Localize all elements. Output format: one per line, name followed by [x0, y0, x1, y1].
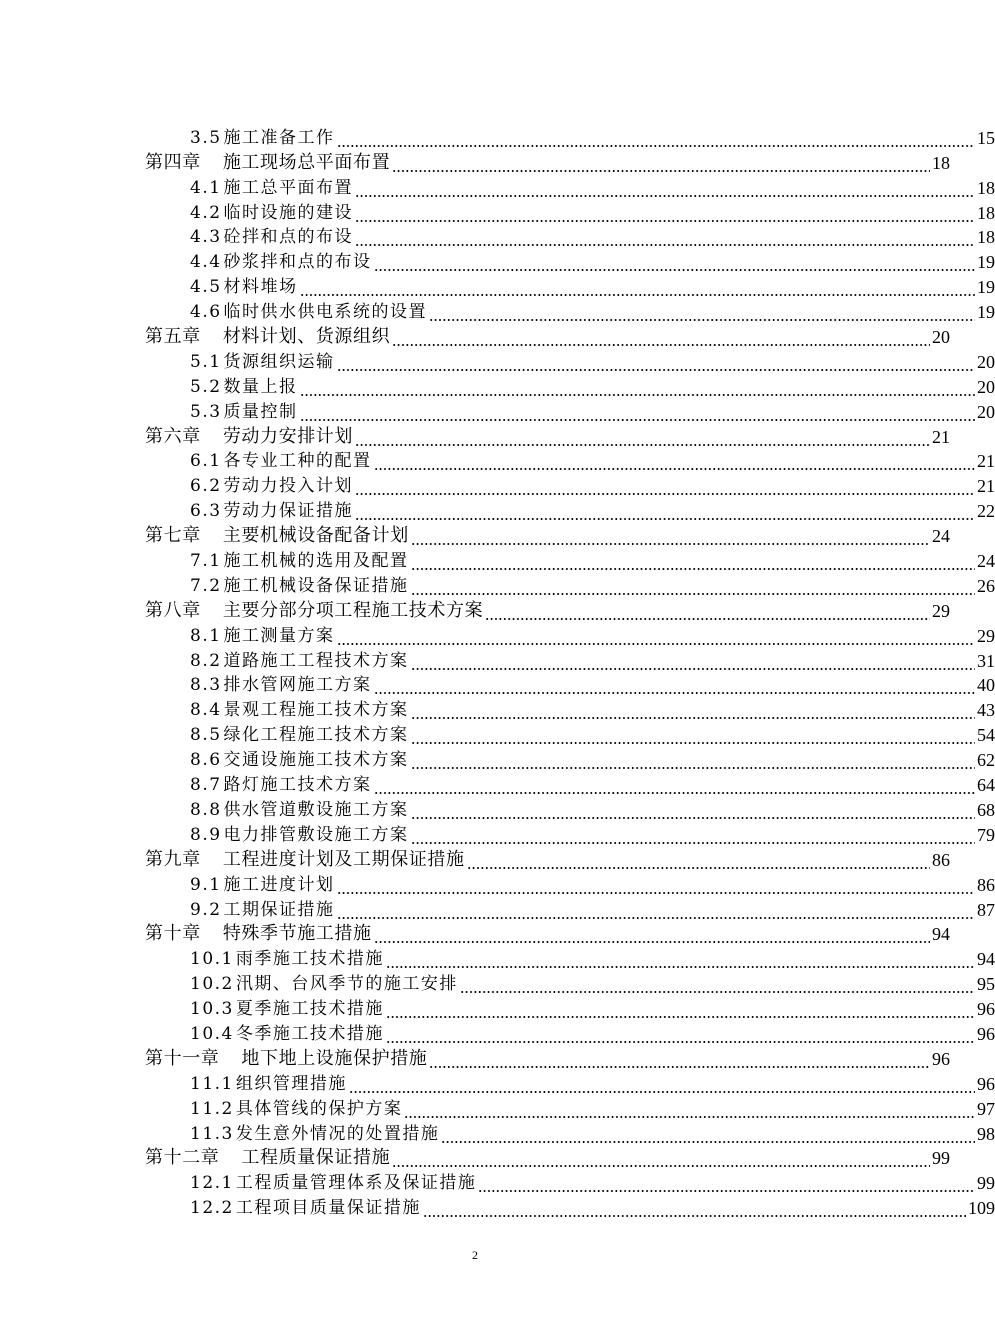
toc-entry-title: [190, 202, 353, 224]
toc-entry-title: [190, 376, 298, 398]
toc-page-number: 97: [977, 1098, 995, 1119]
toc-section-entry[interactable]: [0, 1020, 995, 1045]
toc-entry-label: 交通设施施工技术方案: [223, 750, 409, 771]
dot-leader: [392, 326, 930, 348]
toc-section-entry[interactable]: [0, 771, 995, 796]
toc-entry-number: 第九章: [145, 848, 201, 870]
toc-page-number: 94: [977, 949, 995, 970]
toc-entry-label: 电力排管敷设施工方案: [223, 824, 409, 845]
toc-page-number: 64: [977, 775, 995, 796]
toc-page-number: 96: [977, 999, 995, 1020]
toc-entry-label: 特殊季节施工措施: [222, 923, 372, 945]
toc-section-entry[interactable]: [0, 871, 995, 896]
toc-page-number: 18: [977, 227, 995, 248]
dot-leader: [337, 899, 975, 921]
dot-leader: [429, 301, 975, 323]
toc-entry-title: [190, 674, 372, 696]
dot-leader: [355, 500, 975, 522]
toc-entry-title: [190, 899, 335, 921]
toc-entry-title: [190, 500, 353, 522]
toc-entry-label: 货源组织运输: [223, 351, 335, 372]
toc-entry-title: [145, 326, 390, 348]
toc-entry-number: 5.3: [190, 401, 222, 422]
toc-section-entry[interactable]: [0, 796, 995, 821]
dot-leader: [392, 1147, 930, 1169]
toc-section-entry[interactable]: [0, 298, 995, 323]
toc-entry-title: [190, 1197, 421, 1219]
toc-section-entry[interactable]: [0, 273, 995, 298]
toc-entry-label: 绿化工程施工技术方案: [223, 725, 409, 746]
toc-page-number: 29: [977, 625, 995, 646]
toc-entry-title: [190, 301, 427, 323]
toc-entry-title: [190, 824, 409, 846]
toc-section-entry[interactable]: [0, 995, 995, 1020]
toc-chapter-entry[interactable]: [0, 423, 950, 448]
toc-entry-title: [145, 1147, 390, 1169]
toc-entry-label: 供水管道敷设施工方案: [223, 799, 409, 820]
toc-entry-number: 8.8: [190, 799, 222, 820]
page-number: 2: [472, 1248, 478, 1262]
toc-section-entry[interactable]: [0, 647, 995, 672]
toc-section-entry[interactable]: [0, 398, 995, 423]
toc-entry-number: 5.1: [190, 351, 222, 372]
toc-page-number: 87: [977, 899, 995, 920]
toc-page-number: 19: [977, 252, 995, 273]
dot-leader: [337, 625, 975, 647]
toc-page-number: 24: [977, 551, 995, 572]
toc-entry-title: [190, 177, 353, 199]
toc-entry-title: [190, 450, 372, 472]
dot-leader: [411, 550, 975, 572]
dot-leader: [411, 824, 975, 846]
toc-section-entry[interactable]: [0, 472, 995, 497]
toc-section-entry[interactable]: [0, 970, 995, 995]
dot-leader: [411, 699, 975, 721]
toc-section-entry[interactable]: [0, 622, 995, 647]
toc-entry-label: 排水管网施工方案: [223, 675, 372, 696]
toc-entry-title: [145, 849, 465, 871]
dot-leader: [355, 202, 975, 224]
toc-entry-number: 11.2: [190, 1098, 234, 1119]
dot-leader: [467, 849, 930, 871]
dot-leader: [374, 923, 930, 945]
toc-entry-label: 具体管线的保护方案: [235, 1098, 403, 1119]
dot-leader: [337, 127, 975, 149]
toc-entry-number: 7.1: [190, 551, 222, 572]
toc-entry-title: [190, 1023, 384, 1045]
toc-entry-number: 5.2: [190, 376, 222, 397]
toc-page-number: 21: [977, 451, 995, 472]
dot-leader: [300, 376, 975, 398]
toc-entry-title: [190, 948, 384, 970]
toc-entry-title: [190, 276, 298, 298]
toc-entry-label: 临时供水供电系统的设置: [223, 302, 428, 323]
dot-leader: [337, 351, 975, 373]
toc-entry-label: 施工机械设备保证措施: [223, 575, 409, 596]
toc-entry-label: 发生意外情况的处置措施: [235, 1123, 440, 1144]
toc-entry-number: 4.5: [190, 277, 222, 298]
toc-page-number: 18: [977, 177, 995, 198]
toc-page-number: 43: [977, 700, 995, 721]
toc-entry-number: 8.5: [190, 725, 222, 746]
toc-section-entry[interactable]: [0, 1120, 995, 1145]
toc-entry-label: 劳动力安排计划: [222, 425, 354, 447]
toc-page-number: 99: [977, 1173, 995, 1194]
toc-page-number: 21: [932, 426, 950, 447]
dot-leader: [411, 525, 930, 547]
toc-entry-number: 6.2: [190, 476, 222, 497]
toc-entry-label: 地下地上设施保护措施: [241, 1047, 428, 1069]
dot-leader: [429, 1048, 930, 1070]
toc-page-number: 26: [977, 575, 995, 596]
toc-page-number: 96: [977, 1023, 995, 1044]
toc-entry-title: [190, 127, 335, 149]
toc-entry-label: 汛期、台风季节的施工安排: [235, 974, 458, 995]
toc-section-entry[interactable]: [0, 572, 995, 597]
toc-entry-number: 8.2: [190, 650, 222, 671]
toc-entry-title: [145, 600, 483, 622]
dot-leader: [355, 426, 930, 448]
dot-leader: [386, 1023, 975, 1045]
toc-page-number: 18: [932, 152, 950, 173]
toc-entry-label: 工期保证措施: [223, 899, 335, 920]
toc-section-entry[interactable]: [0, 721, 995, 746]
toc-entry-title: [190, 1172, 476, 1194]
toc-section-entry[interactable]: [0, 248, 995, 273]
dot-leader: [386, 948, 975, 970]
toc-entry-title: [190, 799, 409, 821]
toc-entry-number: 8.7: [190, 775, 222, 796]
toc-entry-number: 7.2: [190, 575, 222, 596]
toc-entry-number: 第十章: [145, 923, 201, 945]
toc-page-number: 86: [932, 849, 950, 870]
dot-leader: [374, 674, 975, 696]
toc-section-entry[interactable]: [0, 1169, 995, 1194]
dot-leader: [411, 749, 975, 771]
toc-entry-label: 砼拌和点的布设: [223, 227, 354, 248]
toc-entry-title: [190, 1098, 402, 1120]
toc-section-entry[interactable]: [0, 1095, 995, 1120]
toc-page-number: 99: [932, 1148, 950, 1169]
toc-entry-number: 10.4: [190, 1023, 234, 1044]
toc-entry-label: 工程进度计划及工期保证措施: [222, 848, 465, 870]
dot-leader: [411, 724, 975, 746]
toc-entry-number: 8.3: [190, 675, 222, 696]
toc-entry-label: 材料计划、货源组织: [222, 326, 391, 348]
toc-entry-number: 8.6: [190, 750, 222, 771]
toc-page-number: 79: [977, 824, 995, 845]
toc-entry-title: [190, 1073, 347, 1095]
toc-page-number: 62: [977, 750, 995, 771]
toc-section-entry[interactable]: [0, 1194, 995, 1219]
dot-leader: [374, 251, 975, 273]
toc-section-entry[interactable]: [0, 373, 995, 398]
toc-chapter-entry[interactable]: [0, 323, 950, 348]
toc-entry-label: 路灯施工技术方案: [223, 775, 372, 796]
toc-entry-title: [190, 226, 353, 248]
toc-entry-title: [190, 550, 409, 572]
toc-page-number: 22: [977, 501, 995, 522]
toc-entry-title: [190, 724, 409, 746]
toc-entry-number: 第八章: [145, 599, 201, 621]
toc-page-number: 29: [932, 600, 950, 621]
toc-page-number: 20: [977, 351, 995, 372]
toc-entry-title: [190, 401, 298, 423]
dot-leader: [423, 1197, 966, 1219]
toc-page-number: 40: [977, 675, 995, 696]
toc-entry-number: 第七章: [145, 525, 201, 547]
toc-page-number: 18: [977, 202, 995, 223]
toc-entry-number: 4.2: [190, 202, 222, 223]
dot-leader: [392, 152, 930, 174]
toc-page-number: 96: [977, 1073, 995, 1094]
toc-entry-title: [190, 650, 409, 672]
toc-entry-number: 3.5: [190, 127, 222, 148]
dot-leader: [355, 226, 975, 248]
toc-entry-label: 道路施工工程技术方案: [223, 650, 409, 671]
toc-chapter-entry[interactable]: [0, 1045, 950, 1070]
dot-leader: [478, 1172, 975, 1194]
toc-page-number: 20: [932, 327, 950, 348]
toc-entry-number: 4.4: [190, 252, 222, 273]
toc-page-number: 94: [932, 924, 950, 945]
toc-entry-label: 工程质量保证措施: [241, 1147, 391, 1169]
toc-entry-number: 第五章: [145, 326, 201, 348]
toc-entry-number: 8.4: [190, 700, 222, 721]
toc-section-entry[interactable]: [0, 672, 995, 697]
toc-entry-label: 劳动力投入计划: [223, 476, 354, 497]
toc-page-number: 95: [977, 974, 995, 995]
toc-entry-label: 各专业工种的配置: [223, 451, 372, 472]
toc-entry-label: 冬季施工技术措施: [235, 1023, 384, 1044]
toc-section-entry[interactable]: [0, 896, 995, 921]
dot-leader: [374, 450, 975, 472]
toc-entry-label: 质量控制: [223, 401, 298, 422]
toc-entry-label: 施工总平面布置: [223, 177, 354, 198]
dot-leader: [411, 575, 975, 597]
toc-entry-label: 数量上报: [223, 376, 298, 397]
dot-leader: [374, 774, 975, 796]
toc-entry-label: 材料堆场: [223, 277, 298, 298]
toc-entry-label: 劳动力保证措施: [223, 501, 354, 522]
toc-entry-title: [190, 774, 372, 796]
toc-page-number: 54: [977, 725, 995, 746]
toc-entry-title: [145, 426, 353, 448]
toc-chapter-entry[interactable]: [0, 921, 950, 946]
toc-entry-title: [190, 973, 458, 995]
dot-leader: [411, 799, 975, 821]
toc-section-entry[interactable]: [0, 746, 995, 771]
toc-section-entry[interactable]: [0, 547, 995, 572]
toc-entry-number: 4.6: [190, 302, 222, 323]
toc-entry-number: 10.3: [190, 999, 234, 1020]
toc-page-number: 24: [932, 526, 950, 547]
toc-entry-title: [145, 525, 409, 547]
dot-leader: [404, 1098, 975, 1120]
toc-entry-label: 雨季施工技术措施: [235, 949, 384, 970]
toc-entry-number: 6.3: [190, 501, 222, 522]
toc-section-entry[interactable]: [0, 945, 995, 970]
dot-leader: [349, 1073, 975, 1095]
toc-section-entry[interactable]: [0, 124, 995, 149]
toc-section-entry[interactable]: [0, 199, 995, 224]
dot-leader: [460, 973, 975, 995]
toc-entry-label: 施工测量方案: [223, 625, 335, 646]
toc-entry-number: 12.2: [190, 1198, 234, 1219]
toc-entry-title: [145, 152, 390, 174]
toc-entry-label: 工程项目质量保证措施: [235, 1198, 421, 1219]
toc-entry-number: 11.3: [190, 1123, 234, 1144]
toc-entry-title: [190, 874, 335, 896]
toc-chapter-entry[interactable]: [0, 149, 950, 174]
dot-leader: [337, 874, 975, 896]
toc-section-entry[interactable]: [0, 497, 995, 522]
toc-entry-number: 第十一章: [145, 1047, 220, 1069]
toc-page-number: 68: [977, 799, 995, 820]
toc-chapter-entry[interactable]: [0, 846, 950, 871]
toc-entry-number: 10.1: [190, 949, 234, 970]
toc-entry-label: 临时设施的建设: [223, 202, 354, 223]
toc-page-number: 20: [977, 401, 995, 422]
dot-leader: [441, 1123, 975, 1145]
toc-entry-title: [190, 749, 409, 771]
toc-page-number: 19: [977, 277, 995, 298]
toc-section-entry[interactable]: [0, 1070, 995, 1095]
toc-entry-number: 9.1: [190, 874, 222, 895]
toc-entry-number: 4.3: [190, 227, 222, 248]
toc-entry-number: 10.2: [190, 974, 234, 995]
table-of-contents: [0, 124, 995, 1219]
toc-page-number: 109: [968, 1198, 995, 1219]
toc-page-number: 98: [977, 1123, 995, 1144]
toc-section-entry[interactable]: [0, 224, 995, 249]
toc-entry-title: [190, 998, 384, 1020]
toc-entry-title: [190, 575, 409, 597]
toc-page-number: 21: [977, 476, 995, 497]
toc-entry-label: 施工准备工作: [223, 127, 335, 148]
toc-entry-number: 12.1: [190, 1173, 234, 1194]
toc-entry-title: [145, 1048, 427, 1070]
toc-page-number: 96: [932, 1048, 950, 1069]
dot-leader: [411, 650, 975, 672]
toc-entry-number: 6.1: [190, 451, 222, 472]
toc-entry-number: 4.1: [190, 177, 222, 198]
toc-chapter-entry[interactable]: [0, 522, 950, 547]
toc-section-entry[interactable]: [0, 448, 995, 473]
toc-section-entry[interactable]: [0, 696, 995, 721]
toc-entry-label: 施工机械的选用及配置: [223, 551, 409, 572]
toc-entry-label: 景观工程施工技术方案: [223, 700, 409, 721]
toc-entry-number: 9.2: [190, 899, 222, 920]
dot-leader: [355, 475, 975, 497]
toc-entry-title: [190, 251, 372, 273]
toc-entry-label: 主要机械设备配备计划: [222, 525, 409, 547]
toc-page-number: 19: [977, 302, 995, 323]
toc-section-entry[interactable]: [0, 821, 995, 846]
toc-entry-label: 主要分部分项工程施工技术方案: [222, 599, 484, 621]
dot-leader: [300, 401, 975, 423]
toc-entry-number: 第六章: [145, 425, 201, 447]
toc-entry-number: 8.9: [190, 824, 222, 845]
toc-page-number: 31: [977, 650, 995, 671]
toc-page-number: 20: [977, 376, 995, 397]
toc-entry-number: 第十二章: [145, 1147, 220, 1169]
toc-entry-label: 施工现场总平面布置: [222, 151, 391, 173]
toc-section-entry[interactable]: [0, 348, 995, 373]
toc-entry-label: 组织管理措施: [235, 1073, 347, 1094]
toc-entry-number: 11.1: [190, 1073, 234, 1094]
toc-entry-label: 施工进度计划: [223, 874, 335, 895]
toc-entry-label: 砂浆拌和点的布设: [223, 252, 372, 273]
dot-leader: [355, 177, 975, 199]
toc-section-entry[interactable]: [0, 174, 995, 199]
toc-entry-title: [190, 625, 335, 647]
toc-chapter-entry[interactable]: [0, 597, 950, 622]
toc-entry-label: 夏季施工技术措施: [235, 999, 384, 1020]
dot-leader: [300, 276, 975, 298]
dot-leader: [485, 600, 930, 622]
toc-entry-title: [190, 699, 409, 721]
toc-chapter-entry[interactable]: [0, 1145, 950, 1170]
toc-entry-title: [190, 1123, 439, 1145]
toc-page-number: 86: [977, 874, 995, 895]
dot-leader: [386, 998, 975, 1020]
toc-entry-title: [190, 475, 353, 497]
toc-entry-label: 工程质量管理体系及保证措施: [235, 1173, 477, 1194]
toc-entry-title: [190, 351, 335, 373]
toc-entry-number: 第四章: [145, 151, 201, 173]
toc-entry-number: 8.1: [190, 625, 222, 646]
toc-page-number: 15: [977, 127, 995, 148]
toc-entry-title: [145, 923, 372, 945]
